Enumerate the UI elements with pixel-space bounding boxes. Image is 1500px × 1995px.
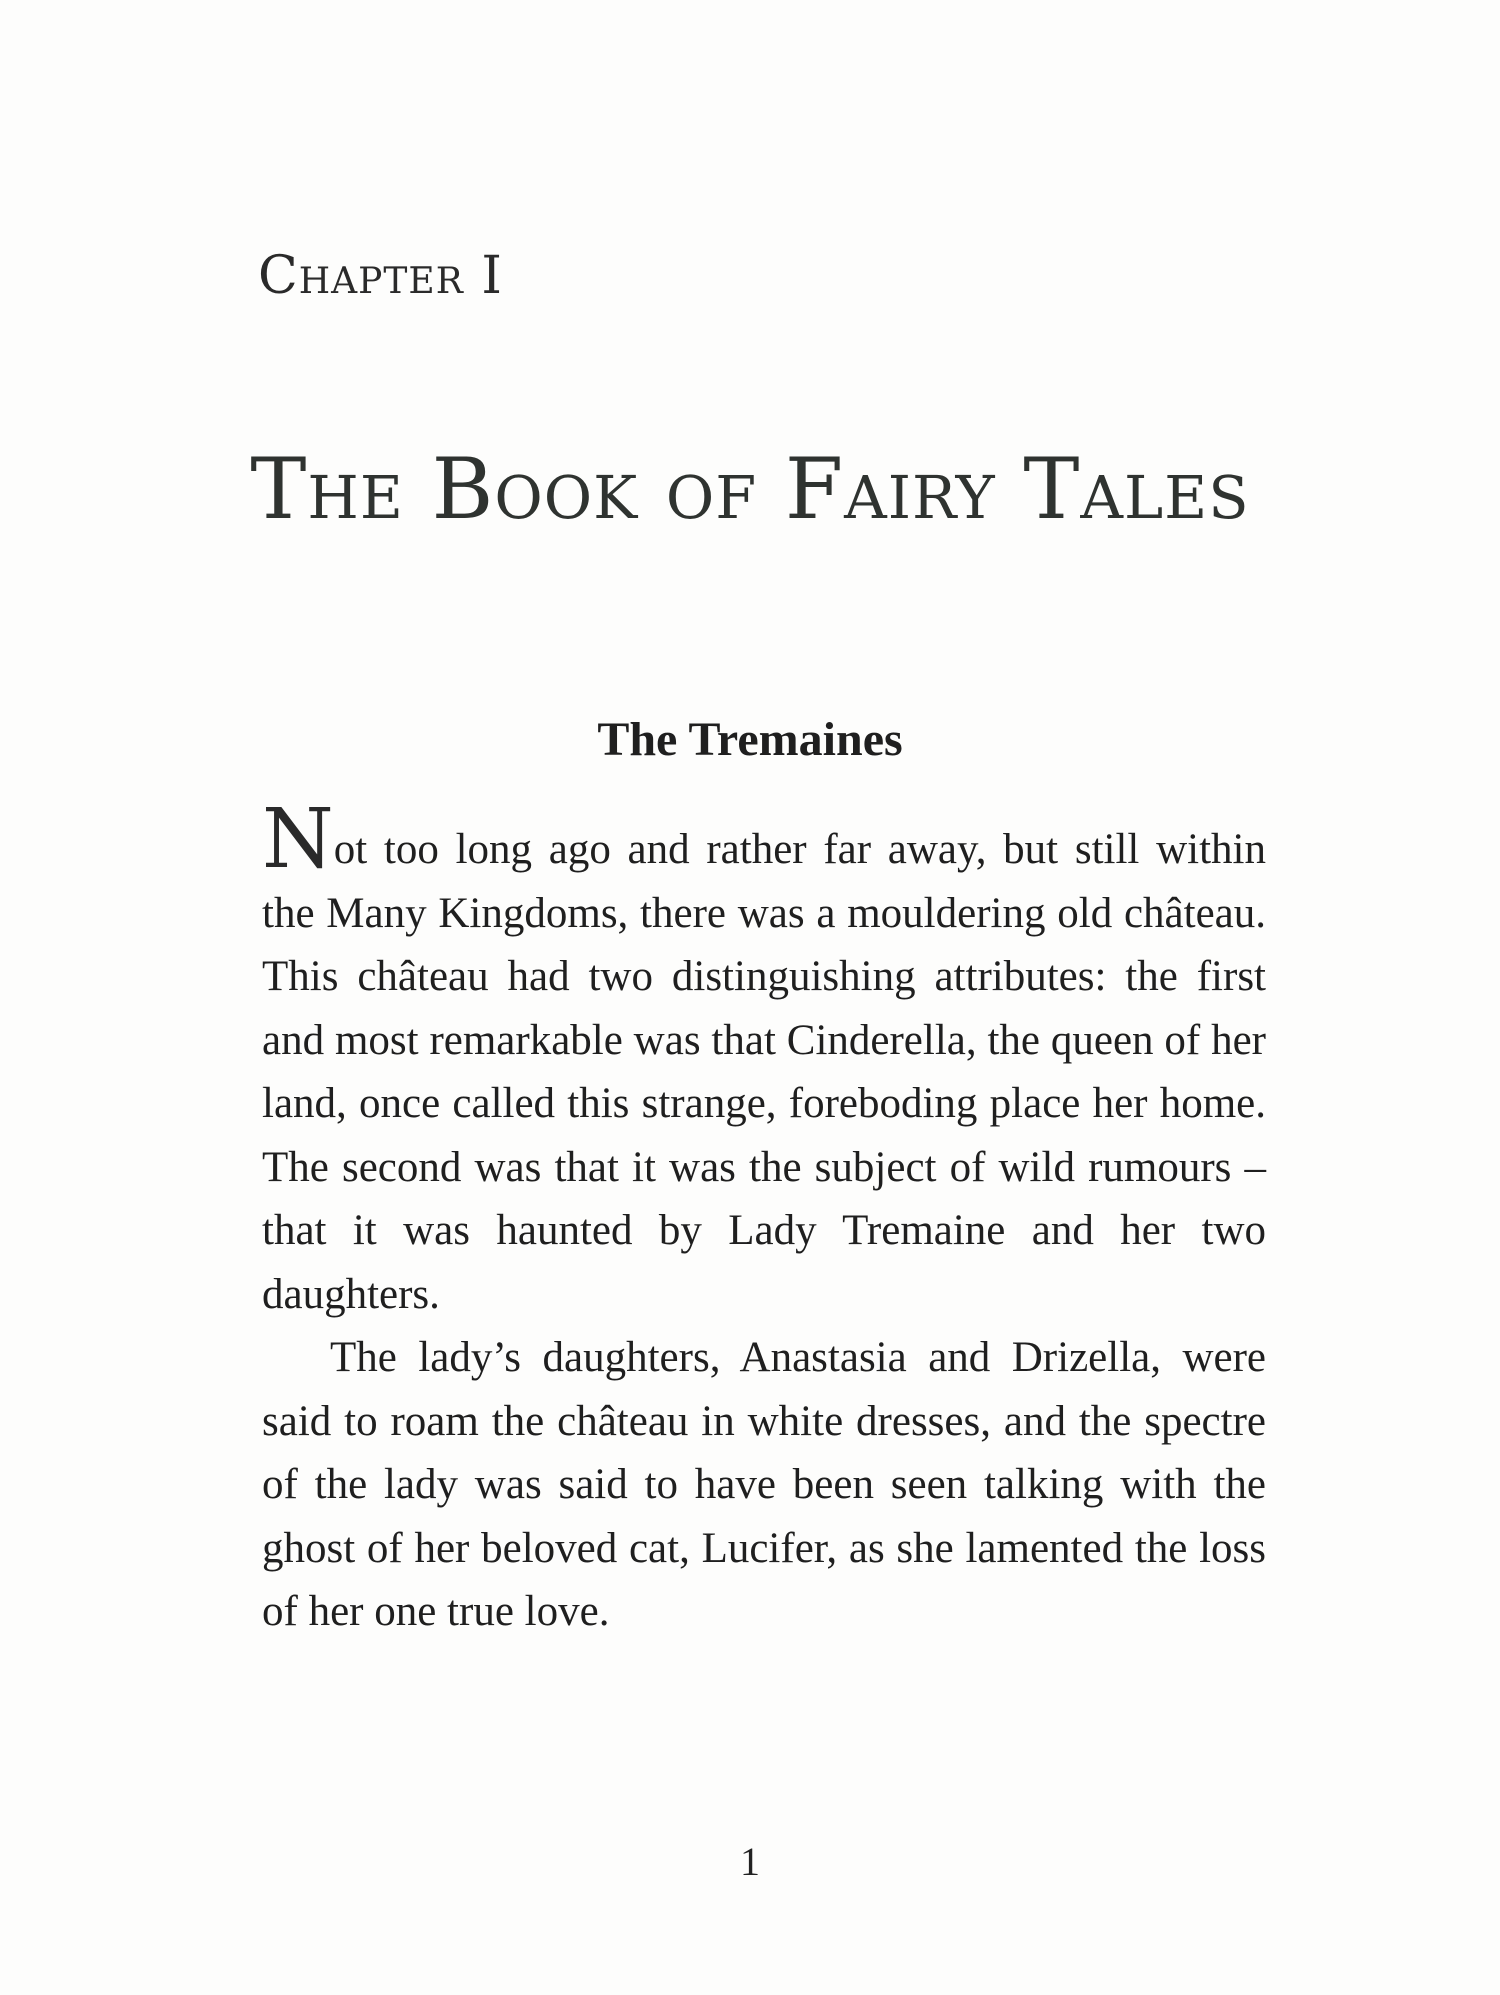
paragraph-2: The lady’s daughters, Anastasia and Drizella, were said to roam the château in white dresses, and the spectre of the lady was said to have been seen talking with the ghost of her beloved cat, Lucifer, as she lamented the loss of her one true love. [262, 1334, 1266, 1635]
chapter-title: The Book of Fairy Tales [250, 440, 1250, 538]
paragraph-1-text: ot too long ago and rather far away, but still within the Many Kingdoms, there was a mouldering old château. This château had two distinguishing attributes: the first and most remarkable was that Cinderella, the queen of her land, once called this strange, foreboding place her home. The second was that it was the subject of wild rumours – that it was haunted by Lady Tremaine and her two daughters. [262, 826, 1266, 1318]
page-number: 1 [740, 1839, 760, 1884]
body-text [262, 792, 1266, 1644]
paragraph-1 [262, 792, 1266, 1326]
section-heading: The Tremaines [597, 713, 903, 766]
drop-cap: N [262, 792, 334, 887]
chapter-label: Chapter I [258, 246, 503, 306]
